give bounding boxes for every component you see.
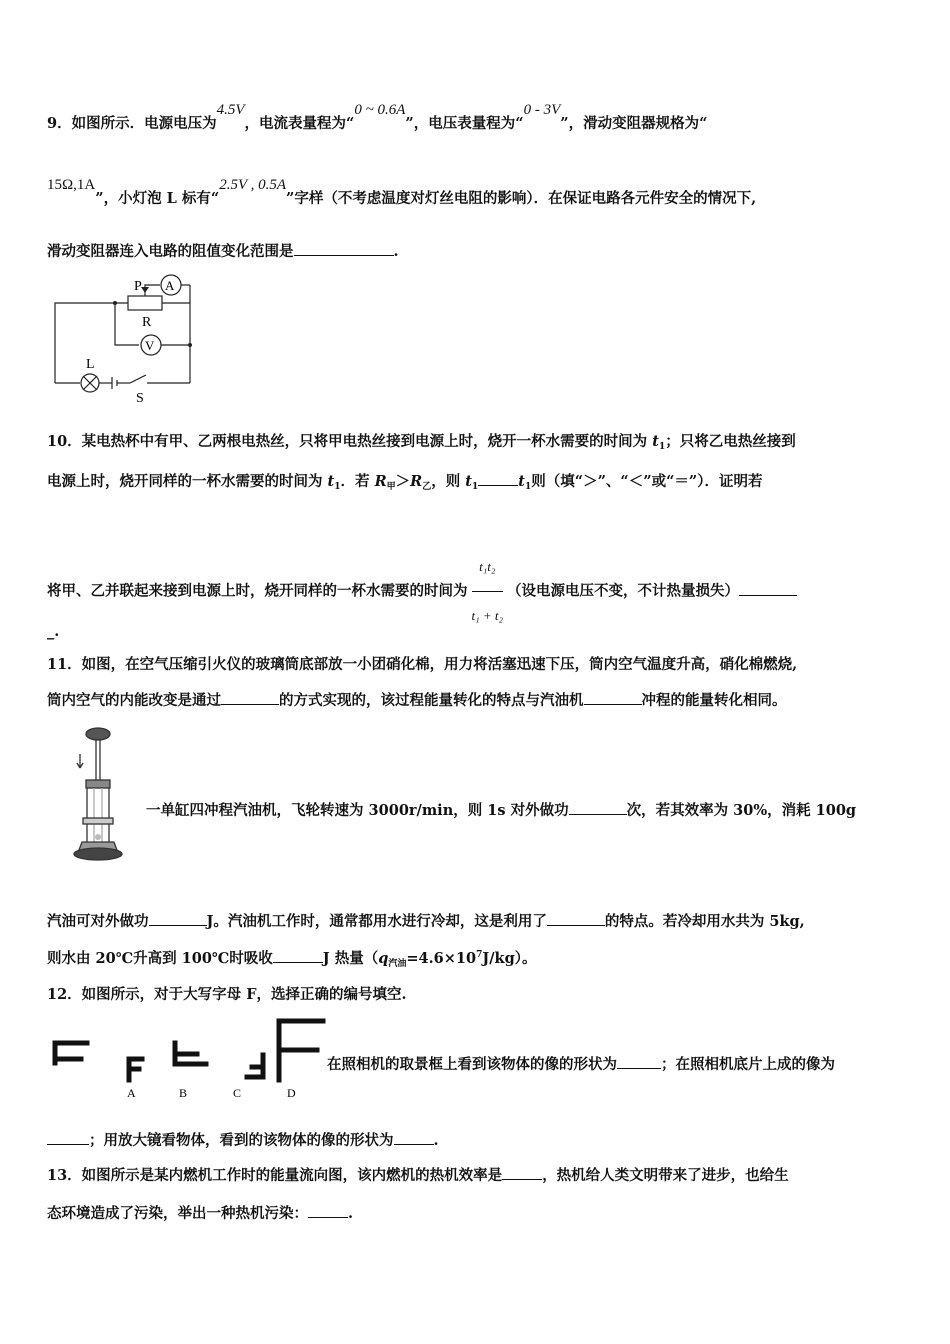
q11-line4 [47,911,805,932]
label-a: A [165,278,175,293]
q9-text: ，电流表量程为“ [244,115,355,132]
q9-line1 [47,102,708,134]
label-l: L [86,357,95,372]
q10-line3 [47,545,797,638]
q11-text: 11．如图，在空气压缩引火仪的玻璃筒底部放一小团硝化棉，用力将活塞迅速下压，筒内空气温度升高，硝化棉燃烧, [47,656,798,673]
q12-answer-blank-2[interactable] [47,1130,89,1145]
q11-text: 的方式实现的，该过程能量转化的特点与汽油机 [279,692,584,709]
q10-t-symbol: t [465,473,472,490]
fraction-denominator: t₁ + t₂ [471,608,504,623]
q11-text: 一单缸四冲程汽油机，飞轮转速为 3000r/min，则 1s 对外做功 [146,802,569,819]
q10-subscript: 1 [658,442,666,452]
q12-text: ；用放大镜看物体，看到的该物体的像的形状为 [89,1132,394,1149]
q10-text: 电源上时，烧开同样的一杯水需要的时间为 [47,473,328,490]
option-label-c: C [233,1086,242,1100]
q13-text: ，热机给人类文明带来了进步，也给生 [542,1167,789,1184]
q11-line2 [47,690,787,711]
q11-text: 汽油可对外做功 [47,913,149,930]
q10-text: ，则 [431,473,466,490]
q11-answer-blank-6[interactable] [273,948,323,963]
q10-text: 则（填“＞”、“＜”或“＝”）．证明若 [531,473,763,490]
q11-q-value: =4.6×10 [406,950,477,967]
q9-text: ”，电压表量程为“ [405,115,524,132]
q13-answer-blank-2[interactable] [308,1203,348,1218]
letter-f-options-figure [47,1015,332,1105]
q10-r-symbol: R [410,473,423,490]
q10-text: _. [47,623,60,640]
q11-text: 冲程的能量转化相同。 [641,692,787,709]
q9-line3 [47,241,399,262]
q10-t-symbol: t [518,473,525,490]
q10-text: ．若 [340,473,375,490]
q11-q-exponent: 7 [476,950,483,960]
q11-text: 则水由 20℃升高到 100℃时吸收 [47,950,273,967]
label-v: V [145,338,155,353]
q9-current-range: 0 ~ 0.6A [354,102,406,118]
q9-text: ”，滑动变阻器规格为“ [560,115,708,132]
q12-answer-blank-1[interactable] [617,1054,661,1069]
air-compression-igniter-figure [65,722,130,867]
q11-line1 [47,655,797,675]
q9-text: . [393,243,399,260]
q12-line3 [47,1130,439,1151]
q13-line2 [47,1203,353,1224]
q9-supply-voltage: 4.5V [216,102,245,118]
q11-q-unit: J/kg）。 [482,950,537,967]
q10-fraction [472,545,504,638]
q10-gt: ＞ [395,473,411,490]
q10-r-subscript: 甲 [386,482,396,492]
q13-text: 态环境造成了污染，举出一种热机污染： [47,1205,308,1222]
q10-line4 [47,622,59,642]
fraction-numerator: t₁t₂ [472,545,504,592]
q13-text: . [348,1205,354,1222]
q9-voltage-range: 0 - 3V [523,102,561,118]
q10-text: 将甲、乙并联起来接到电源上时，烧开同样的一杯水需要的时间为 [47,582,468,600]
q12-line2 [327,1054,835,1075]
q11-answer-blank-1[interactable] [221,690,279,705]
q12-text: . [433,1132,439,1149]
q9-text: ”字样（不考虑温度对灯丝电阻的影响）．在保证电路各元件安全的情况下, [286,190,757,207]
q9-text: 滑动变阻器连入电路的阻值变化范围是 [47,243,294,260]
q12-text: 在照相机的取景框上看到该物体的像的形状为 [327,1056,617,1073]
q11-q-subscript: 汽油 [388,959,407,969]
q10-subscript: 1 [472,482,479,492]
q9-lamp-spec: 2.5V , 0.5A [219,177,287,193]
q11-answer-blank-2[interactable] [584,690,642,705]
q10-line2 [47,471,763,494]
q10-answer-blank-1[interactable] [478,471,518,486]
q9-text: 9．如图所示．电源电压为 [47,115,217,132]
q10-r-symbol: R [374,473,387,490]
q11-answer-blank-3[interactable] [569,800,627,815]
option-label-b: B [179,1086,188,1100]
q10-t-symbol: t [327,473,335,490]
q13-line1 [47,1165,789,1186]
q13-text: 13．如图所示是某内燃机工作时的能量流向图，该内燃机的热机效率是 [47,1167,503,1184]
q13-answer-blank-1[interactable] [502,1165,542,1180]
q9-circuit-diagram [50,270,200,405]
q10-line1 [47,432,796,454]
q10-subscript: 1 [334,482,341,492]
q11-text: 筒内空气的内能改变是通过 [47,692,221,709]
q9-text: ”，小灯泡 L 标有“ [95,190,220,207]
q9-answer-blank[interactable] [294,241,394,256]
label-r: R [142,315,152,330]
q11-text: J 热量（ [322,950,379,967]
q11-answer-blank-5[interactable] [547,911,605,926]
option-label-a: A [127,1086,136,1100]
q10-text: 10．某电热杯中有甲、乙两根电热丝，只将甲电热丝接到电源上时，烧开一杯水需要的时间为 [47,433,653,450]
label-s: S [136,391,144,405]
q10-r-subscript: 乙 [422,482,432,492]
q11-text: J。汽油机工作时，通常都用水进行冷却，这是利用了 [206,913,547,930]
q10-text: （设电源电压不变，不计热量损失） [507,582,740,600]
q12-answer-blank-3[interactable] [394,1130,434,1145]
q11-line3 [146,800,856,821]
q11-line5 [47,948,536,971]
q9-line2 [47,177,757,209]
q10-t-symbol: t [652,433,659,450]
q11-text: 次，若其效率为 30%，消耗 100g [626,802,857,819]
q12-text: ；在照相机底片上成的像为 [661,1056,835,1073]
q9-rheostat-spec: 15Ω,1A [47,177,96,193]
q10-subscript: 1 [524,482,532,492]
q10-text: ；只将乙电热丝接到 [665,433,796,450]
q11-answer-blank-4[interactable] [149,911,207,926]
option-label-d: D [287,1086,296,1100]
q11-text: 的特点。若冷却用水共为 5kg, [604,913,805,930]
q10-answer-blank-2[interactable] [739,581,797,596]
q11-q-symbol: q [378,950,389,967]
q12-text: 12．如图所示，对于大写字母 F，选择正确的编号填空. [47,986,407,1003]
q12-line1 [47,985,407,1005]
label-p: P [134,279,142,294]
